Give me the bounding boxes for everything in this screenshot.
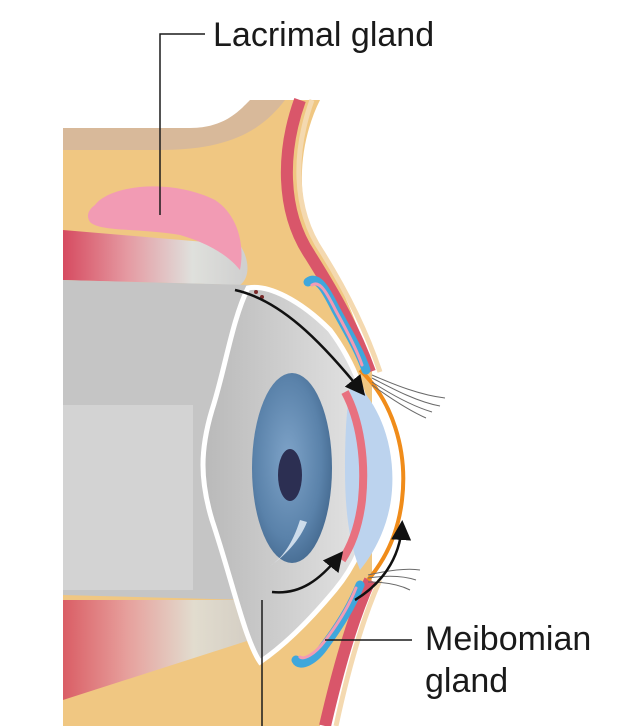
meibomian-label-line2: gland <box>425 662 509 700</box>
pupil <box>278 449 302 501</box>
meibomian-gland-label <box>425 618 591 702</box>
lacrimal-gland-label: Lacrimal gland <box>213 16 435 54</box>
meibomian-label-line1: Meibomian <box>425 620 592 658</box>
optic-nerve <box>63 405 193 590</box>
punctum-dot <box>254 290 258 294</box>
